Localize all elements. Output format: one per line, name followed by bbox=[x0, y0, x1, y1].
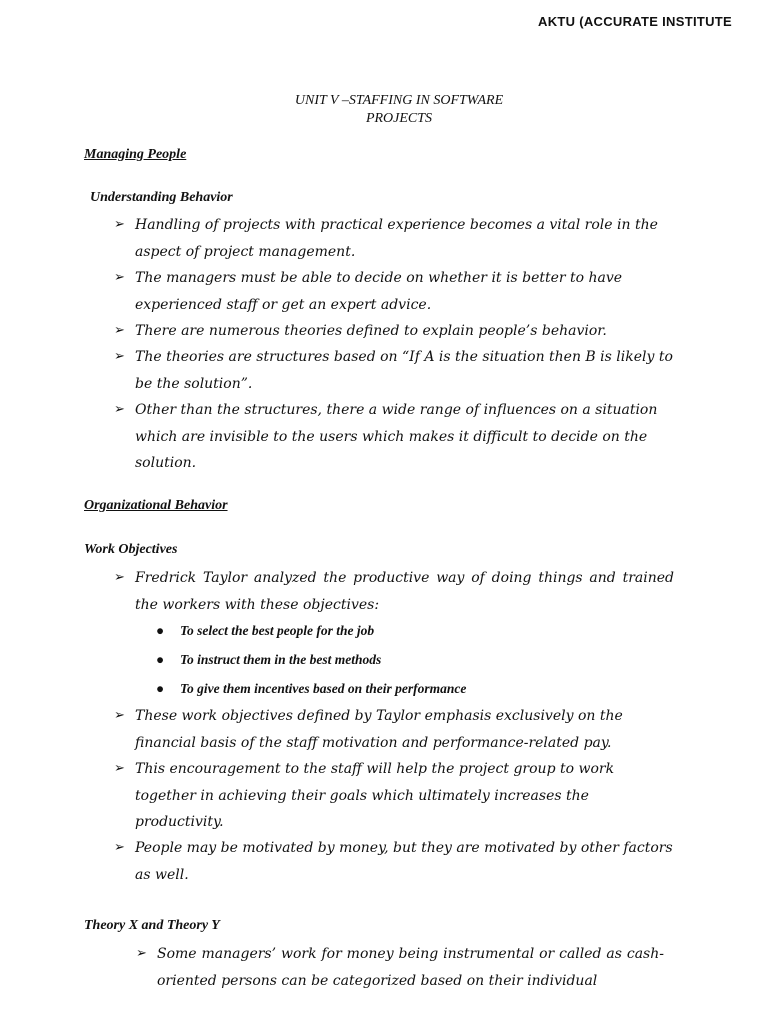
arrow-bullet-icon: ➢ bbox=[114, 323, 125, 338]
list-item bbox=[114, 212, 674, 265]
sub-bullet-text: To instruct them in the best methods bbox=[180, 652, 382, 667]
list-item bbox=[114, 565, 674, 618]
sub-list-item bbox=[156, 623, 374, 639]
arrow-bullet-icon: ➢ bbox=[114, 708, 125, 723]
arrow-bullet-icon: ➢ bbox=[114, 217, 125, 232]
arrow-bullet-icon: ➢ bbox=[114, 349, 125, 364]
arrow-bullet-icon: ➢ bbox=[114, 840, 125, 855]
dot-bullet-icon: ● bbox=[156, 652, 165, 667]
bullet-text: This encouragement to the staff will help the project group to work together in achieving their goals which ultimately increases the productivity. bbox=[135, 761, 615, 830]
arrow-bullet-icon: ➢ bbox=[136, 946, 147, 961]
dot-bullet-icon: ● bbox=[156, 681, 165, 696]
sub-bullet-text: To select the best people for the job bbox=[180, 623, 375, 638]
bullet-text: There are numerous theories defined to explain people’s behavior. bbox=[135, 323, 607, 339]
bullet-text: These work objectives defined by Taylor emphasis exclusively on the financial basis of the staff motivation and performance-related pay. bbox=[135, 708, 623, 751]
sub-bullet-text: To give them incentives based on their performance bbox=[180, 681, 467, 696]
list-item bbox=[114, 344, 674, 397]
header-institute: AKTU (ACCURATE INSTITUTE bbox=[538, 14, 732, 29]
list-item bbox=[114, 756, 674, 836]
sub-list-item bbox=[156, 652, 381, 668]
list-item bbox=[114, 703, 674, 756]
bullet-text: The theories are structures based on “If A is the situation then B is likely to be the solution”. bbox=[135, 349, 673, 392]
list-item bbox=[136, 941, 664, 994]
arrow-bullet-icon: ➢ bbox=[114, 570, 125, 585]
dot-bullet-icon: ● bbox=[156, 623, 165, 638]
list-item bbox=[114, 265, 674, 318]
heading-managing-people: Managing People bbox=[84, 147, 187, 162]
bullet-text: Fredrick Taylor analyzed the productive way of doing things and trained the workers with these objectives: bbox=[135, 570, 674, 613]
arrow-bullet-icon: ➢ bbox=[114, 761, 125, 776]
heading-understanding-behavior: Understanding Behavior bbox=[90, 190, 233, 205]
bullet-text: Some managers’ work for money being instrumental or called as cash- oriented persons can be categorized based on their individual bbox=[157, 946, 664, 989]
heading-organizational-behavior: Organizational Behavior bbox=[84, 498, 228, 513]
list-item bbox=[114, 397, 674, 477]
sub-list-item bbox=[156, 681, 466, 697]
page-title bbox=[0, 92, 768, 128]
heading-work-objectives: Work Objectives bbox=[84, 542, 178, 557]
title-line-1: UNIT V –STAFFING IN SOFTWARE bbox=[294, 93, 504, 108]
bullet-text: Other than the structures, there a wide range of influences on a situation which are invisible to the users which makes it difficult to decide on the solution. bbox=[135, 402, 658, 471]
title-line-2: PROJECTS bbox=[365, 111, 433, 126]
arrow-bullet-icon: ➢ bbox=[114, 270, 125, 285]
list-item bbox=[114, 835, 674, 888]
bullet-text: People may be motivated by money, but they are motivated by other factors as well. bbox=[135, 840, 673, 883]
arrow-bullet-icon: ➢ bbox=[114, 402, 125, 417]
heading-theory-x-and-y: Theory X and Theory Y bbox=[84, 918, 220, 933]
bullet-text: The managers must be able to decide on whether it is better to have experienced staff or get an expert advice. bbox=[135, 270, 623, 313]
bullet-text: Handling of projects with practical experience becomes a vital role in the aspect of project management. bbox=[135, 217, 658, 260]
list-item bbox=[114, 318, 674, 345]
